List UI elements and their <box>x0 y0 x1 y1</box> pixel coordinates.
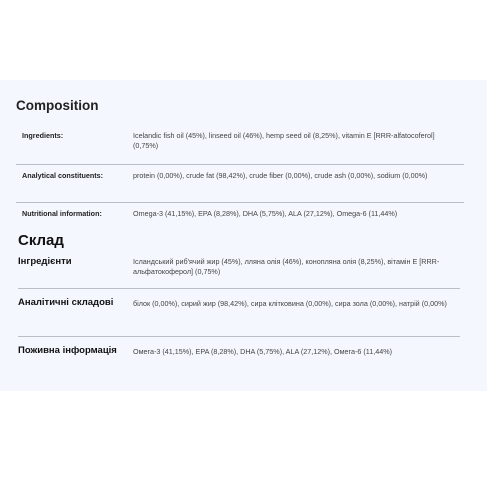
analitychni-skladovi-value: білок (0,00%), сирий жир (98,42%), сира клітковина (0,00%), сира зола (0,00%), натрій (0,00%) <box>133 299 447 308</box>
analytical-constituents-label: Analytical constituents: <box>22 171 104 180</box>
composition-title: Composition <box>16 98 99 113</box>
ingredienty-label: Інгредієнти <box>18 256 72 267</box>
row-divider <box>18 288 460 289</box>
ingredients-label: Ingredients: <box>22 131 64 140</box>
row-divider <box>16 164 464 165</box>
nutritional-information-value: Omega-3 (41,15%), EPA (8,28%), DHA (5,75%), ALA (27,12%), Omega-6 (11,44%) <box>133 209 398 218</box>
row-divider <box>18 336 460 337</box>
sklad-title: Склад <box>18 232 64 249</box>
analytical-constituents-value: protein (0,00%), crude fat (98,42%), crude fiber (0,00%), crude ash (0,00%), sodium (0,00%) <box>133 171 428 180</box>
analitychni-skladovi-label: Аналітичні складові <box>18 297 114 308</box>
pozhyvna-informatsiia-label: Поживна інформація <box>18 345 117 356</box>
row-divider <box>16 202 464 203</box>
nutritional-information-label: Nutritional information: <box>22 209 102 218</box>
pozhyvna-informatsiia-value: Омега-3 (41,15%), EPA (8,28%), DHA (5,75%), ALA (27,12%), Омега-6 (11,44%) <box>133 347 393 356</box>
ingredients-value: Icelandic fish oil (45%), linseed oil (46%), hemp seed oil (8,25%), vitamin E [RRR-alfatocoferol] (0,75%) <box>133 131 435 150</box>
ingredienty-value: Ісландський риб'ячий жир (45%), лляна олія (46%), конопляна олія (8,25%), вітамін Е [RRR-альфатокоферол] (0,75%) <box>133 257 440 276</box>
